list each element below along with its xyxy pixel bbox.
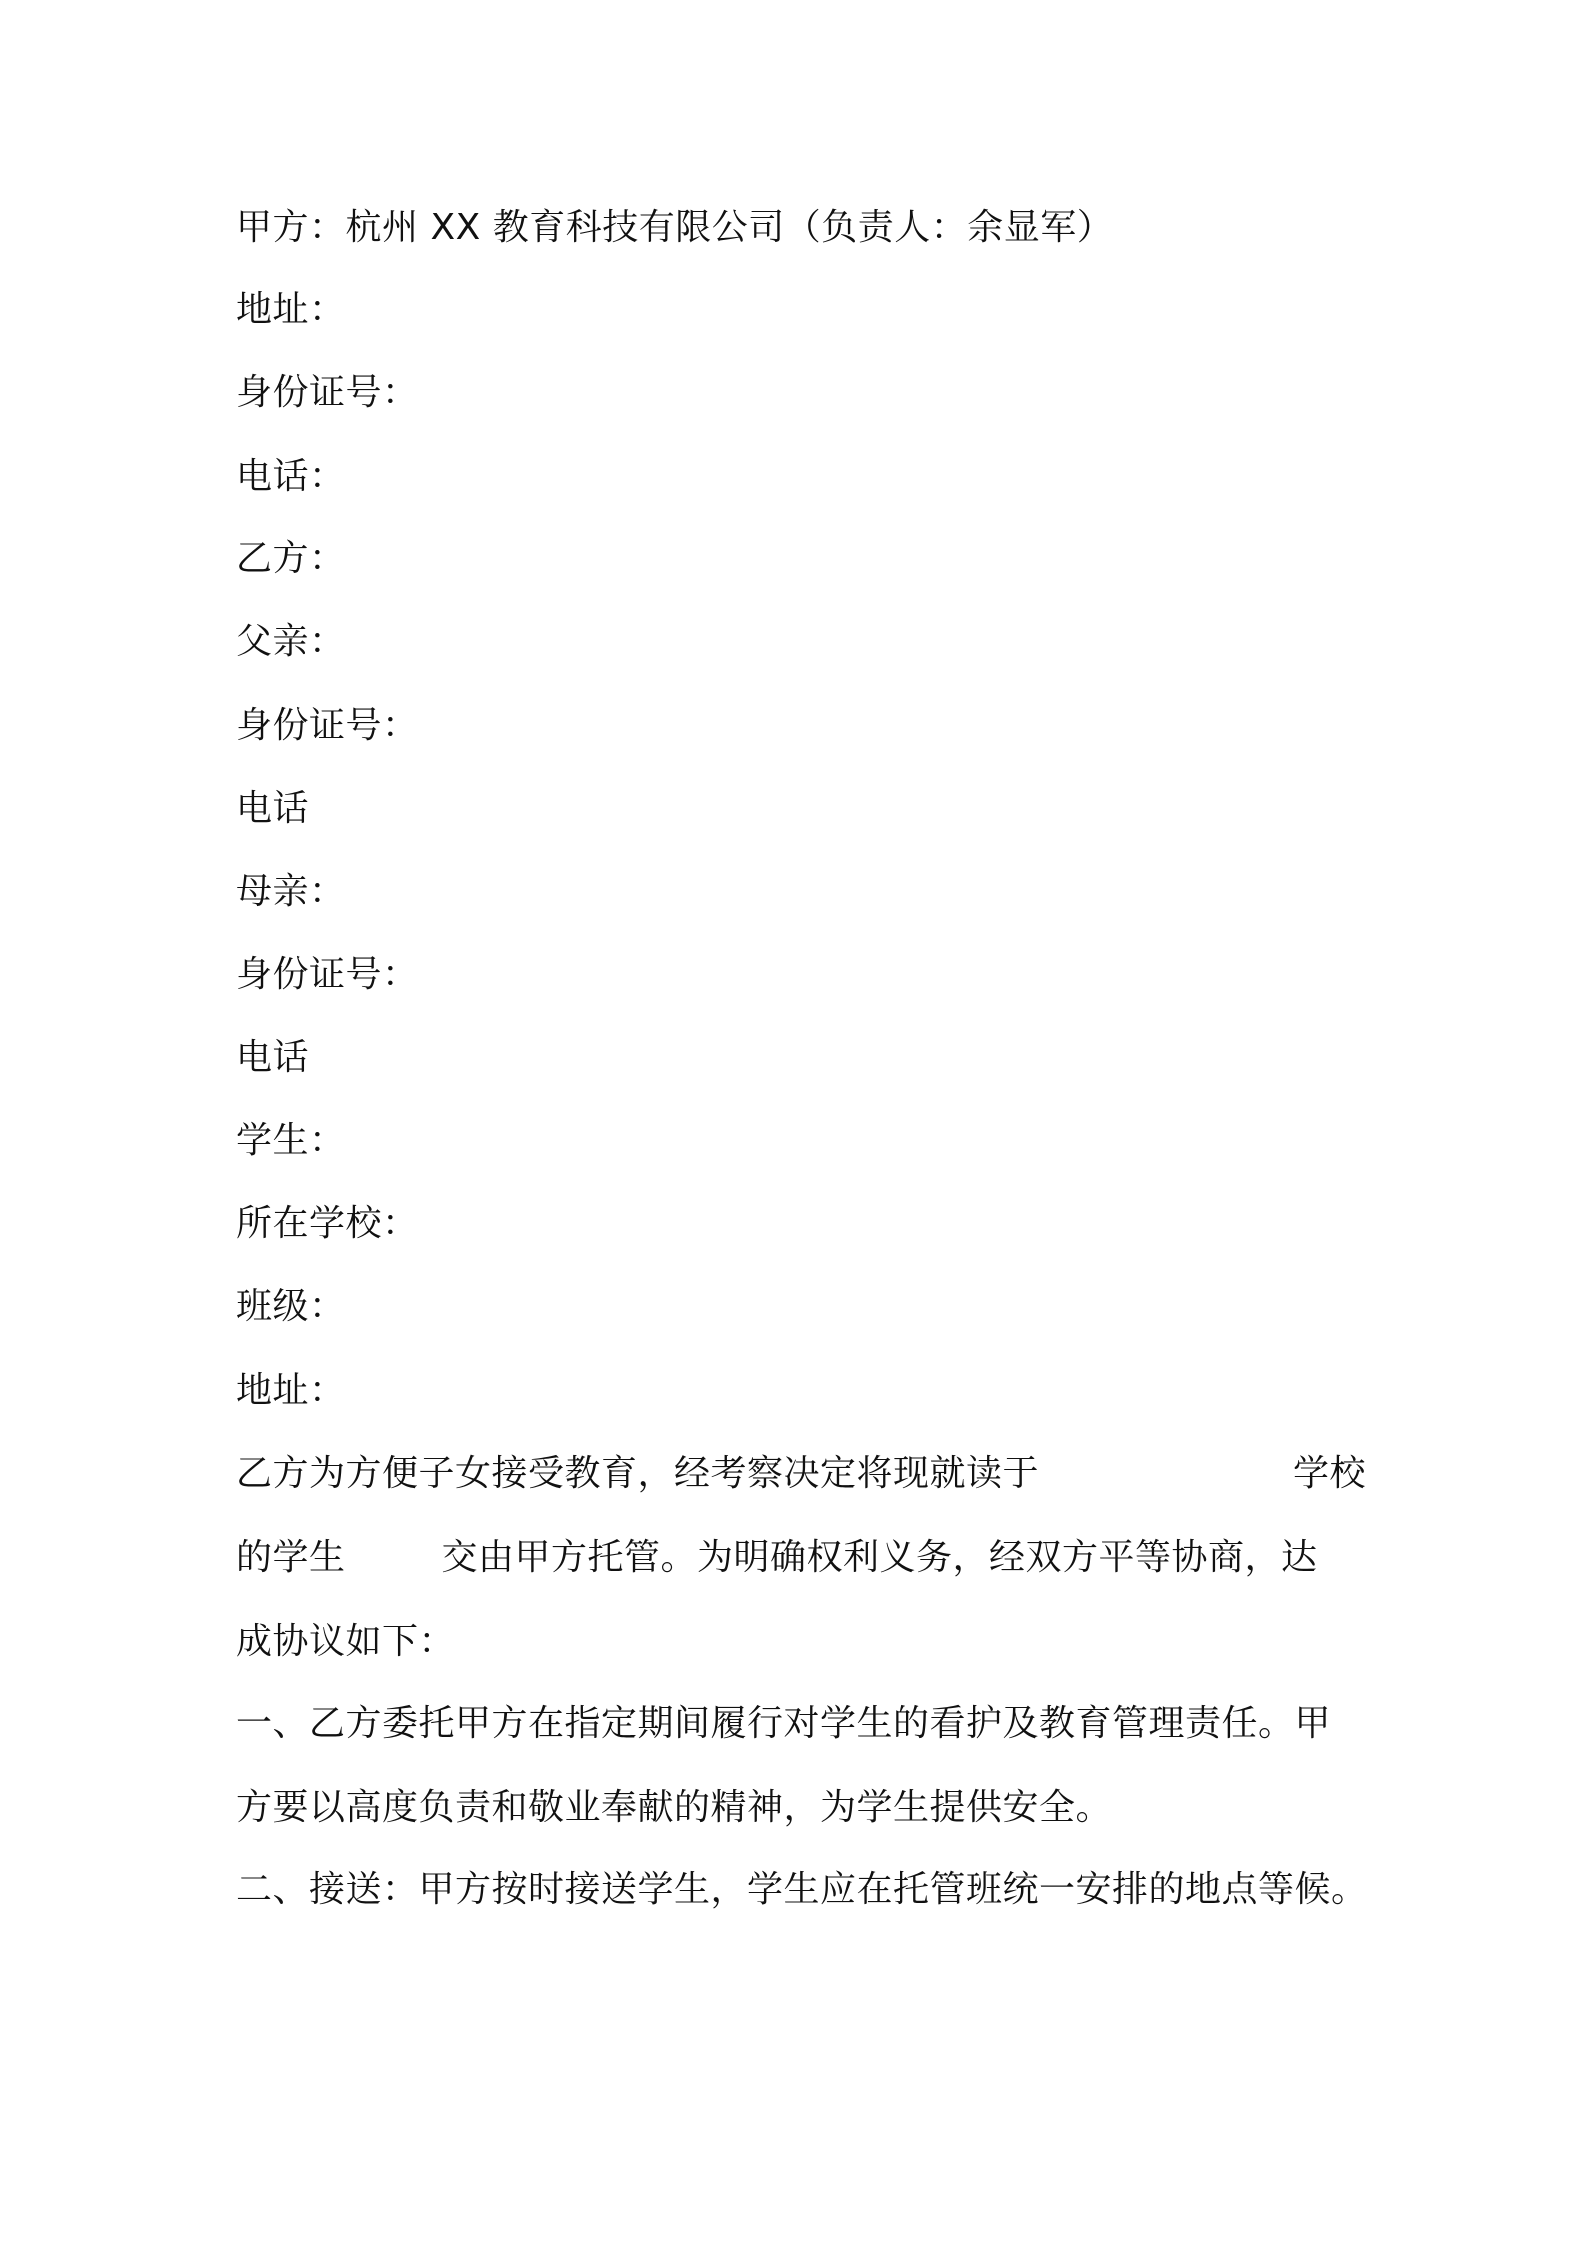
- intro-line-2-right: 交由甲方托管。为明确权利义务，经双方平等协商，达: [441, 1537, 1318, 1578]
- clause-1-line-1: 一、乙方委托甲方在指定期间履行对学生的看护及教育管理责任。甲: [236, 1703, 1332, 1744]
- clause-1: [236, 1702, 1366, 1870]
- clause-1-line-2: 方要以高度负责和敬业奉献的精神，为学生提供安全。: [236, 1787, 1113, 1828]
- father-phone-label: 电话: [236, 788, 310, 829]
- party-a-line: 甲方：杭州 XX 教育科技有限公司（负责人：余显军）: [236, 207, 1114, 248]
- class-label: 班级：: [236, 1286, 346, 1327]
- student-label: 学生：: [236, 1120, 346, 1161]
- father-id-label: 身份证号：: [236, 705, 419, 746]
- intro-line-2-left: 的学生: [236, 1537, 346, 1578]
- mother-id-label: 身份证号：: [236, 954, 419, 995]
- mother-label: 母亲：: [236, 871, 346, 912]
- intro-line-1-right: 学校: [1292, 1453, 1366, 1494]
- party-b-label: 乙方：: [236, 538, 346, 579]
- intro-line-2: [236, 1536, 1366, 1620]
- father-label: 父亲：: [236, 621, 346, 662]
- intro-line-3: 成协议如下：: [236, 1621, 456, 1662]
- clause-2: [236, 1868, 1366, 1952]
- party-b-address-label: 地址：: [236, 1370, 346, 1411]
- school-label: 所在学校：: [236, 1203, 419, 1244]
- intro-line-1-left: 乙方为方便子女接受教育，经考察决定将现就读于: [236, 1453, 1040, 1494]
- intro-line-1: [236, 1452, 1366, 1536]
- party-a-address-label: 地址：: [236, 289, 346, 330]
- party-a-id-label: 身份证号：: [236, 372, 419, 413]
- clause-2-line-1: 二、接送：甲方按时接送学生，学生应在托管班统一安排的地点等候。: [236, 1869, 1368, 1910]
- intro-paragraph: [236, 1452, 1366, 1704]
- mother-phone-label: 电话: [236, 1037, 310, 1078]
- party-a-phone-label: 电话：: [236, 456, 346, 497]
